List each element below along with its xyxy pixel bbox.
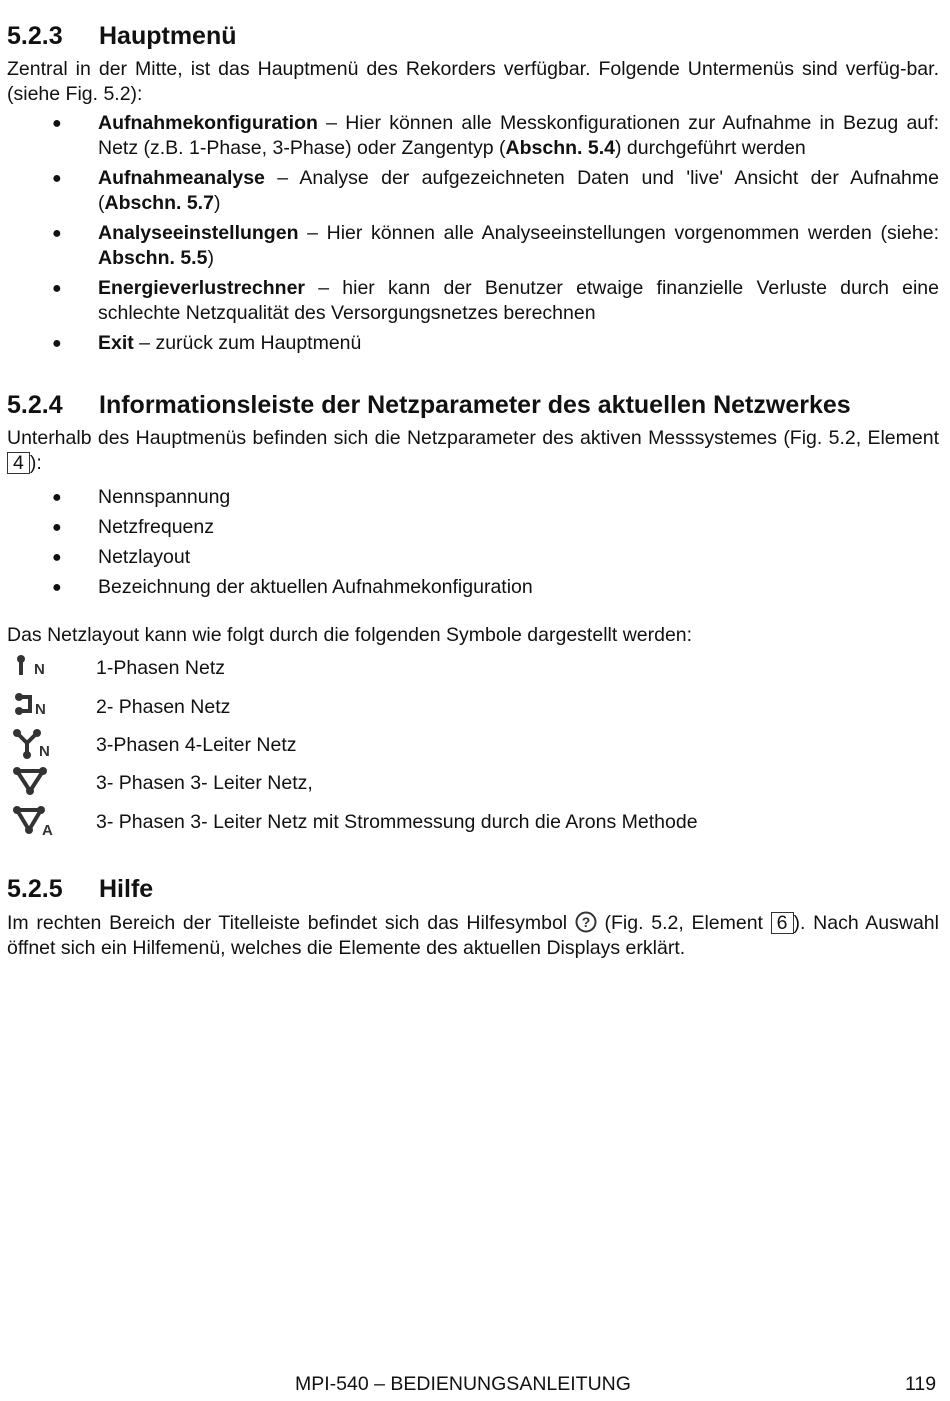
symbol-label: 2- Phasen Netz	[96, 696, 231, 718]
three-phase-three-wire-icon	[12, 765, 58, 801]
item-term: Exit	[98, 332, 134, 354]
symbol-letter: N	[39, 743, 50, 760]
two-phase-icon	[12, 689, 58, 725]
bullet: ●	[52, 579, 62, 596]
bullet: ●	[52, 489, 62, 506]
item-text: Netzlayout	[98, 546, 191, 568]
item-term: Analyseeinstellungen	[98, 222, 299, 244]
bullet: ●	[52, 225, 62, 242]
intro-text: ):	[29, 452, 42, 474]
symbol-label: 3- Phasen 3- Leiter Netz,	[96, 772, 313, 794]
help-text: Im rechten Bereich der Titelleiste befindet sich das Hilfesymbol	[7, 912, 575, 934]
item-reference: Abschn. 5.7	[104, 192, 214, 214]
symbol-letter: N	[34, 661, 45, 678]
element-number-box: 6	[771, 912, 794, 934]
item-text: )	[207, 247, 214, 269]
item-text: Bezeichnung der aktuellen Aufnahmekonfiguration	[98, 576, 533, 598]
symbol-letter: A	[42, 822, 53, 839]
section-number: 5.2.5	[7, 875, 63, 903]
item-term: Energieverlustrechner	[98, 277, 306, 299]
symbol-row	[0, 810, 940, 846]
bullet: ●	[52, 170, 62, 187]
item-text: Netzfrequenz	[98, 516, 214, 538]
section-text	[7, 911, 939, 961]
footer-title: MPI-540 – BEDIENUNGSANLEITUNG	[295, 1373, 631, 1395]
section-title: Hauptmenü	[99, 22, 237, 50]
bullet: ●	[52, 519, 62, 536]
section-heading-5-2-4	[7, 391, 851, 420]
help-question-icon	[575, 911, 597, 933]
bullet: ●	[52, 335, 62, 352]
layout-intro: Das Netzlayout kann wie folgt durch die folgenden Symbole dargestellt werden:	[7, 624, 693, 646]
svg-text:?: ?	[581, 914, 591, 930]
item-text: – Hier können alle Analyseeinstellungen vorgenommen werden (siehe:	[298, 222, 939, 244]
item-text: – hier kann der Benutzer etwaige finanzielle Verluste durch eine schlechte Netzqualität des Versorgungsnetzes berechnen	[98, 277, 939, 324]
section-heading-5-2-5	[7, 875, 153, 904]
symbol-row	[0, 695, 940, 731]
section-intro	[7, 426, 939, 476]
item-reference: Abschn. 5.5	[98, 247, 208, 269]
symbol-label: 3-Phasen 4-Leiter Netz	[96, 734, 297, 756]
item-reference: Abschn. 5.4	[505, 137, 615, 159]
item-term: Aufnahmekonfiguration	[98, 112, 318, 134]
section-heading-5-2-3	[7, 22, 237, 51]
section-number: 5.2.3	[7, 22, 63, 50]
item-term: Aufnahmeanalyse	[98, 167, 265, 189]
item-text: – Hier können alle Messkonfigurationen zur Aufnahme in Bezug auf: Netz (z.B. 1-Phase, 3-Phase) oder Zangentyp (	[98, 112, 939, 159]
three-phase-aron-icon	[12, 804, 58, 840]
three-phase-four-wire-icon	[12, 727, 58, 763]
symbol-label: 3- Phasen 3- Leiter Netz mit Strommessung durch die Arons Methode	[96, 811, 698, 833]
section-intro: Zentral in der Mitte, ist das Hauptmenü des Rekorders verfügbar. Folgende Untermenüs sind verfüg-bar. (siehe Fig. 5.2):	[7, 58, 939, 105]
item-text: ) durchgeführt werden	[614, 137, 806, 159]
intro-text: Unterhalb des Hauptmenüs befinden sich die Netzparameter des aktiven Messsystemes (Fig. 5.2, Element	[7, 427, 939, 449]
element-number-box: 4	[7, 452, 30, 474]
section-number: 5.2.4	[7, 391, 63, 419]
symbol-row	[0, 771, 940, 807]
item-text: Nennspannung	[98, 486, 231, 508]
bullet: ●	[52, 280, 62, 297]
page-number: 119	[905, 1373, 937, 1395]
symbol-letter: N	[35, 701, 46, 718]
help-text: (Fig. 5.2, Element	[596, 912, 771, 934]
bullet: ●	[52, 115, 62, 132]
item-text: – Analyse der aufgezeichneten Daten und 'live' Ansicht der Aufnahme (	[98, 167, 939, 214]
bullet: ●	[52, 549, 62, 566]
symbol-label: 1-Phasen Netz	[96, 657, 225, 679]
section-title: Informationsleiste der Netzparameter des aktuellen Netzwerkes	[99, 391, 851, 419]
symbol-row	[0, 733, 940, 769]
symbol-row	[0, 656, 940, 692]
item-text: – zurück zum Hauptmenü	[133, 332, 362, 354]
help-text: ). Nach Auswahl öffnet sich ein Hilfemenü, welches die Elemente des aktuellen Displays erklärt.	[7, 912, 939, 959]
section-title: Hilfe	[99, 875, 154, 903]
single-phase-icon	[12, 650, 58, 686]
item-text: )	[213, 192, 221, 214]
